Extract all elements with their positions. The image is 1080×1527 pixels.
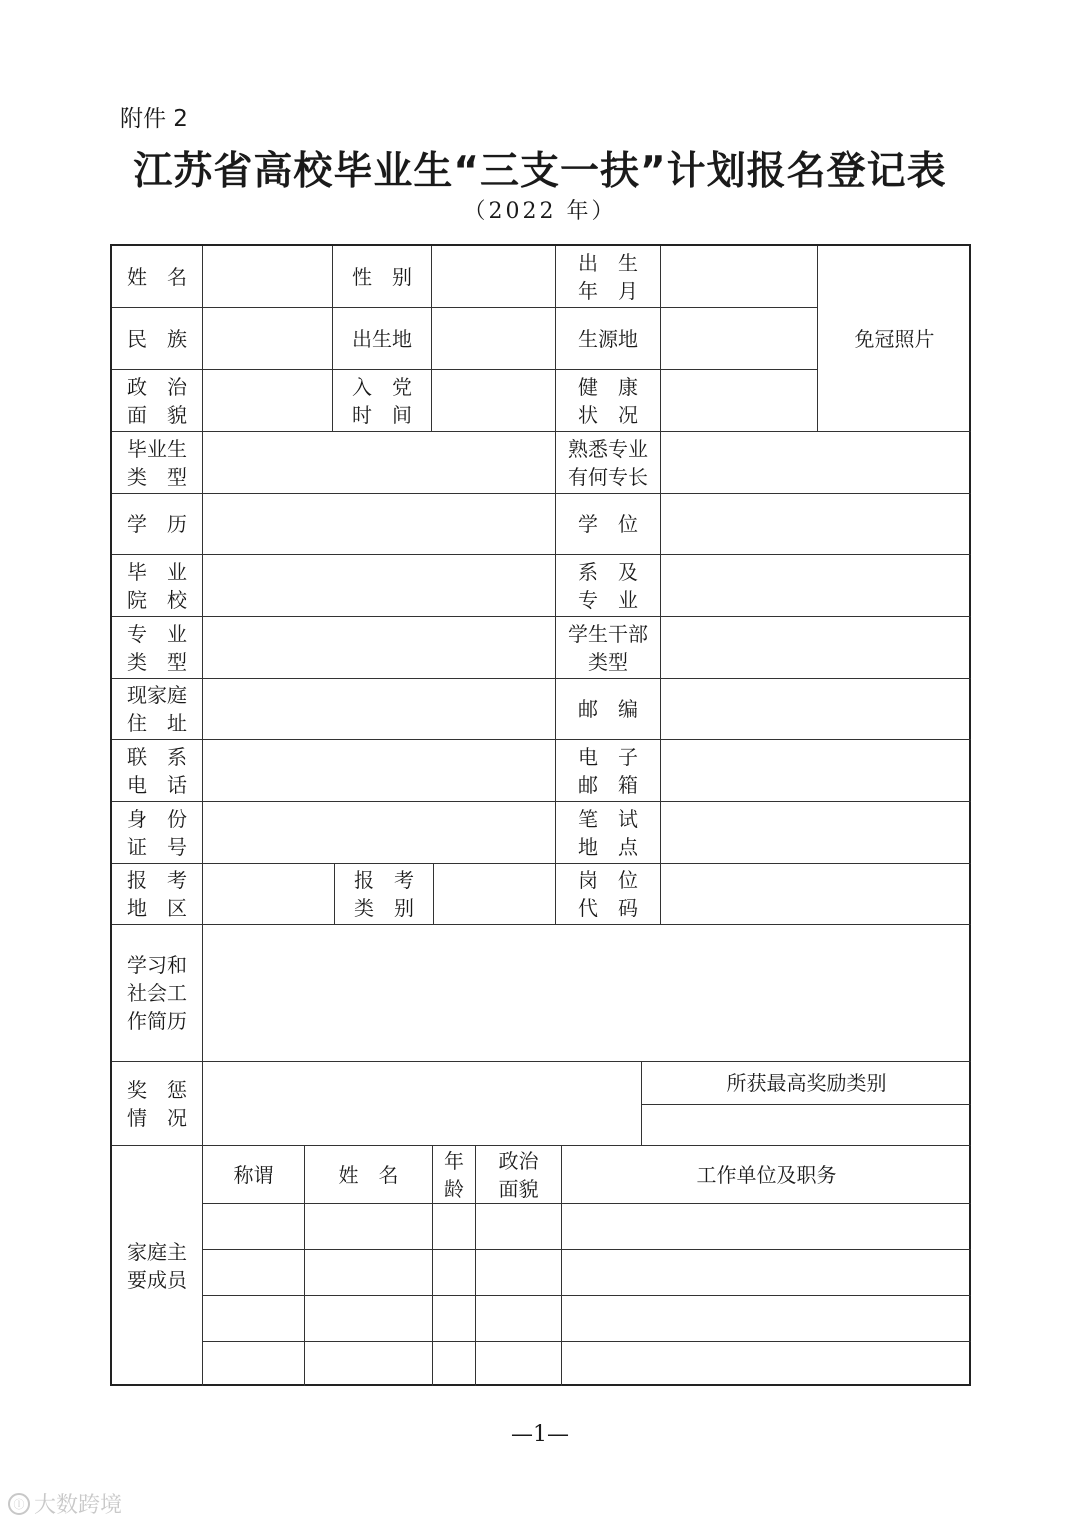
form-year: （2022 年） bbox=[463, 199, 617, 224]
table-row[interactable] bbox=[476, 1250, 562, 1296]
table-row[interactable] bbox=[305, 1342, 433, 1386]
table-row[interactable] bbox=[476, 1204, 562, 1250]
address-field[interactable] bbox=[203, 679, 556, 740]
label-degree: 学 位 bbox=[556, 494, 661, 555]
table-row[interactable] bbox=[433, 1250, 476, 1296]
table-row[interactable] bbox=[203, 1342, 305, 1386]
phone-field[interactable] bbox=[203, 740, 556, 802]
family-header-name: 姓 名 bbox=[305, 1146, 433, 1204]
family-header-political: 政治 面貌 bbox=[476, 1146, 562, 1204]
label-grad-type: 毕业生 类 型 bbox=[112, 432, 203, 494]
table-row[interactable] bbox=[562, 1296, 971, 1342]
awards-field[interactable] bbox=[203, 1062, 642, 1146]
department-field[interactable] bbox=[661, 555, 971, 617]
label-party-date: 入 党 时 间 bbox=[333, 370, 432, 432]
label-health: 健 康 状 况 bbox=[556, 370, 661, 432]
label-resume: 学习和 社会工 作简历 bbox=[112, 925, 203, 1062]
form-title: 江苏省高校毕业生“三支一扶”计划报名登记表 bbox=[133, 149, 947, 194]
specialty-field[interactable] bbox=[661, 432, 971, 494]
birthplace-field[interactable] bbox=[432, 308, 556, 370]
label-education: 学 历 bbox=[112, 494, 203, 555]
table-row[interactable] bbox=[433, 1342, 476, 1386]
table-row[interactable] bbox=[562, 1204, 971, 1250]
table-row[interactable] bbox=[433, 1296, 476, 1342]
label-name: 姓 名 bbox=[112, 246, 203, 308]
label-post-code: 岗 位 代 码 bbox=[556, 864, 661, 925]
label-id-number: 身 份 证 号 bbox=[112, 802, 203, 864]
education-field[interactable] bbox=[203, 494, 556, 555]
page-number: —1— bbox=[511, 1422, 569, 1447]
label-postcode: 邮 编 bbox=[556, 679, 661, 740]
label-political: 政 治 面 貌 bbox=[112, 370, 203, 432]
major-type-field[interactable] bbox=[203, 617, 556, 679]
grad-type-field[interactable] bbox=[203, 432, 556, 494]
label-exam-site: 笔 试 地 点 bbox=[556, 802, 661, 864]
label-top-award: 所获最高奖励类别 bbox=[642, 1062, 971, 1105]
table-row[interactable] bbox=[203, 1296, 305, 1342]
table-row[interactable] bbox=[203, 1250, 305, 1296]
label-department: 系 及 专 业 bbox=[556, 555, 661, 617]
birth-field[interactable] bbox=[661, 246, 818, 308]
table-row[interactable] bbox=[562, 1342, 971, 1386]
id-number-field[interactable] bbox=[203, 802, 556, 864]
top-award-field[interactable] bbox=[642, 1105, 971, 1146]
label-birth: 出 生 年 月 bbox=[556, 246, 661, 308]
label-origin: 生源地 bbox=[556, 308, 661, 370]
table-row[interactable] bbox=[305, 1250, 433, 1296]
political-field[interactable] bbox=[203, 370, 333, 432]
origin-field[interactable] bbox=[661, 308, 818, 370]
table-row[interactable] bbox=[476, 1296, 562, 1342]
label-ethnicity: 民 族 bbox=[112, 308, 203, 370]
email-field[interactable] bbox=[661, 740, 971, 802]
label-school: 毕 业 院 校 bbox=[112, 555, 203, 617]
family-header-employer: 工作单位及职务 bbox=[562, 1146, 971, 1204]
ethnicity-field[interactable] bbox=[203, 308, 333, 370]
degree-field[interactable] bbox=[661, 494, 971, 555]
table-row[interactable] bbox=[203, 1204, 305, 1250]
resume-field[interactable] bbox=[203, 925, 971, 1062]
name-field[interactable] bbox=[203, 246, 333, 308]
party-date-field[interactable] bbox=[432, 370, 556, 432]
attachment-label: 附件 2 bbox=[120, 106, 188, 132]
watermark-logo-icon: ⓛ bbox=[8, 1493, 30, 1515]
health-field[interactable] bbox=[661, 370, 818, 432]
table-row[interactable] bbox=[433, 1204, 476, 1250]
label-specialty: 熟悉专业 有何专长 bbox=[556, 432, 661, 494]
exam-site-field[interactable] bbox=[661, 802, 971, 864]
table-row[interactable] bbox=[305, 1296, 433, 1342]
school-field[interactable] bbox=[203, 555, 556, 617]
label-awards: 奖 惩 情 况 bbox=[112, 1062, 203, 1146]
postcode-field[interactable] bbox=[661, 679, 971, 740]
family-header-relation: 称谓 bbox=[203, 1146, 305, 1204]
table-row[interactable] bbox=[305, 1204, 433, 1250]
table-row[interactable] bbox=[476, 1342, 562, 1386]
post-code-field[interactable] bbox=[661, 864, 971, 925]
label-gender: 性 别 bbox=[333, 246, 432, 308]
watermark bbox=[8, 1488, 122, 1519]
label-region: 报 考 地 区 bbox=[112, 864, 203, 925]
label-birthplace: 出生地 bbox=[333, 308, 432, 370]
gender-field[interactable] bbox=[432, 246, 556, 308]
label-address: 现家庭 住 址 bbox=[112, 679, 203, 740]
label-category: 报 考 类 别 bbox=[335, 864, 434, 925]
label-major-type: 专 业 类 型 bbox=[112, 617, 203, 679]
region-field[interactable] bbox=[203, 864, 335, 925]
category-field[interactable] bbox=[434, 864, 556, 925]
label-family: 家庭主 要成员 bbox=[112, 1146, 203, 1386]
photo-box: 免冠照片 bbox=[818, 246, 971, 432]
table-row[interactable] bbox=[562, 1250, 971, 1296]
label-cadre-type: 学生干部 类型 bbox=[556, 617, 661, 679]
registration-form bbox=[110, 244, 971, 1386]
family-header-age: 年 龄 bbox=[433, 1146, 476, 1204]
label-phone: 联 系 电 话 bbox=[112, 740, 203, 802]
cadre-type-field[interactable] bbox=[661, 617, 971, 679]
label-email: 电 子 邮 箱 bbox=[556, 740, 661, 802]
watermark-text: 大数跨境 bbox=[34, 1493, 123, 1518]
